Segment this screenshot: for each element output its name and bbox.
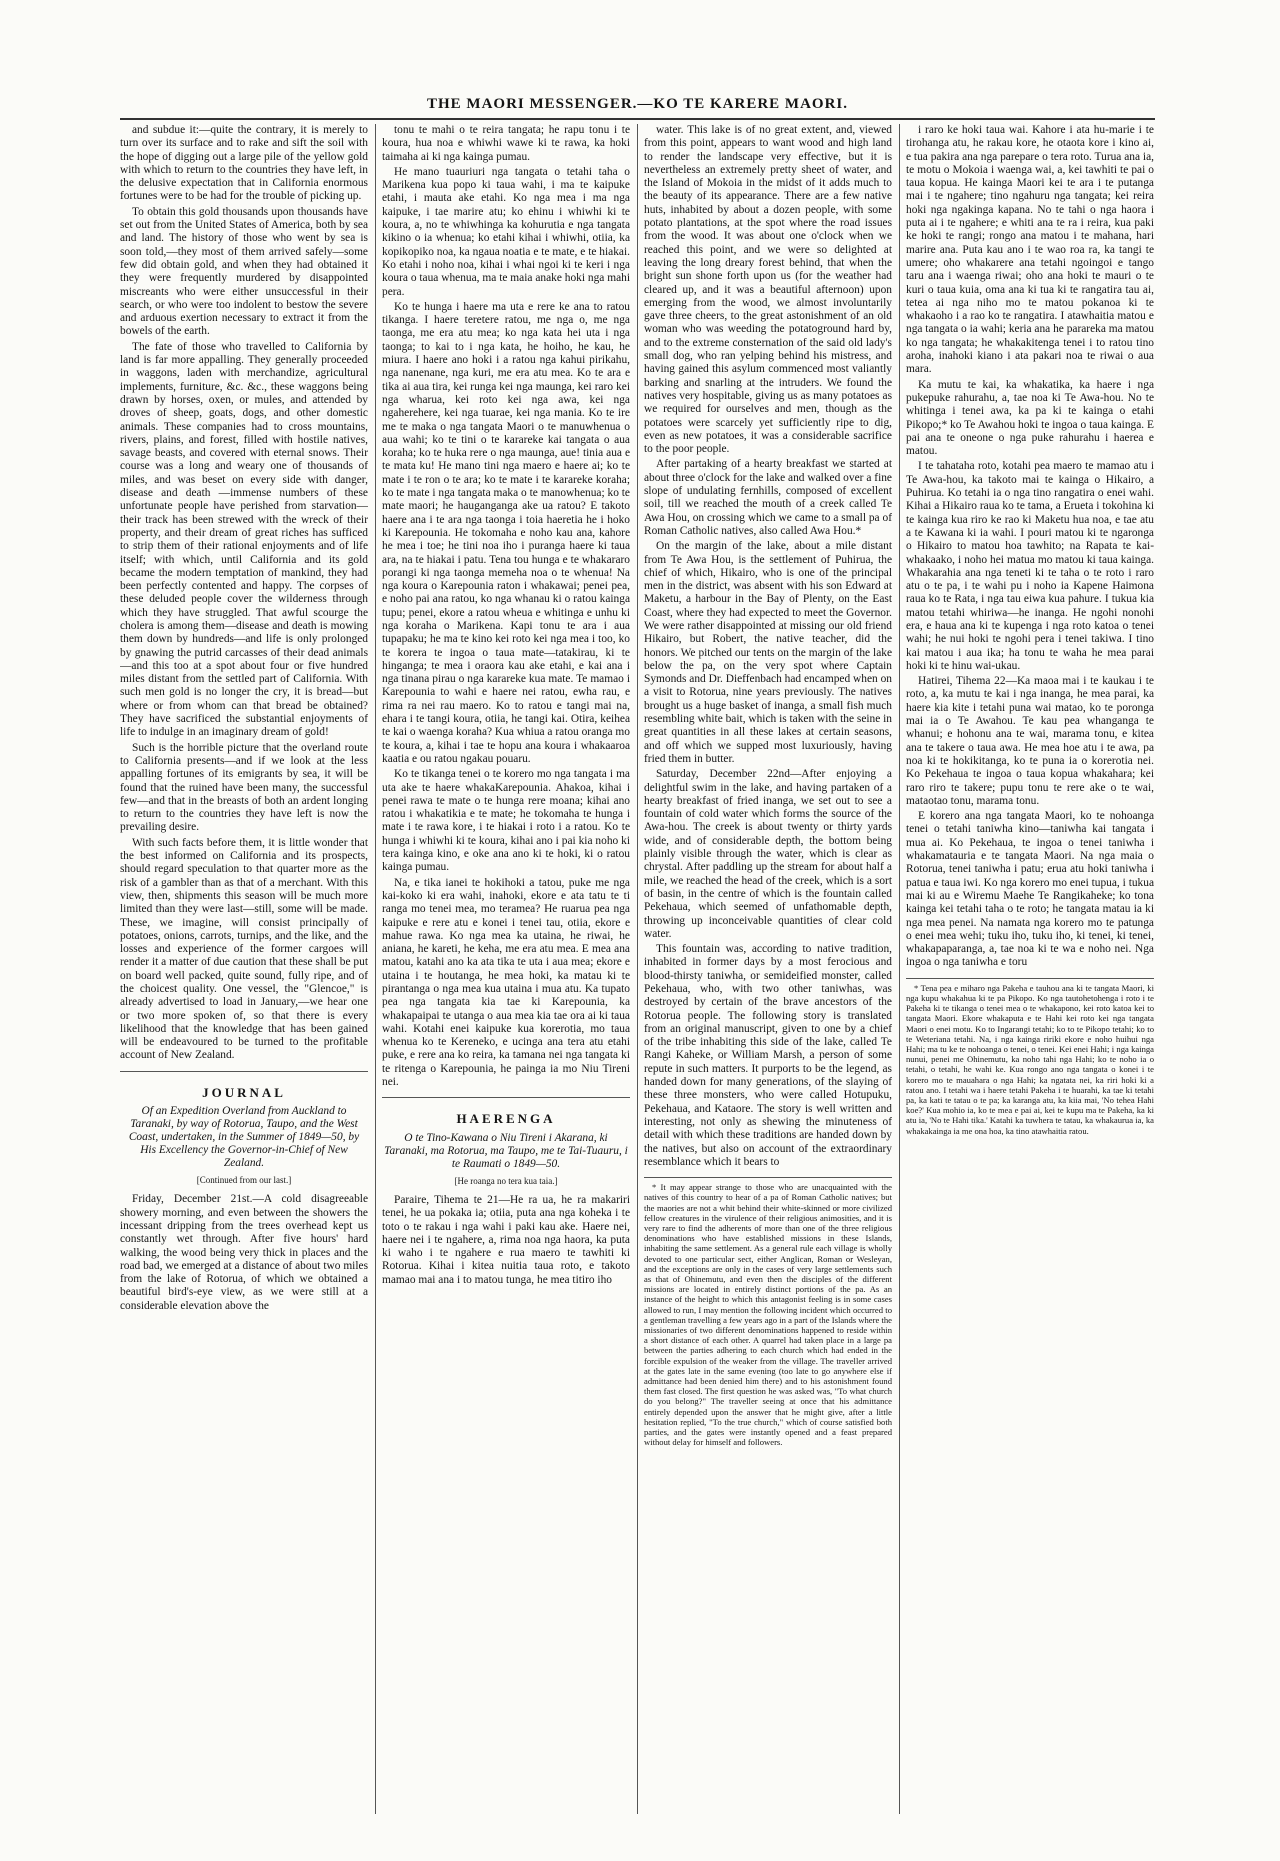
column-4: [906, 124, 1154, 1824]
paragraph: On the margin of the lake, about a mile distant from Te Awa Hou, is the settlement of Puhirua, the chief of which, Hikairo, who is one of the principal men in the district, was absent with his son Edward at Maketu, a harbour in the Bay of Plenty, on the East Coast, where they had expected to meet the Governor. We were rather disappointed at missing our old friend Hikairo, but Robert, the native teacher, did the honors. We pitched our tents on the margin of the lake below the pa, on the very spot where Captain Symonds and Dr. Dieffenbach had encamped when on a visit to Rotorua, nine years previously. The natives brought us a huge basket of inanga, a small fish much resembling white bait, which is taken with the seine in great quantities in all these lakes at certain seasons, and off which we supped most luxuriously, having fried them in butter.: [644, 540, 892, 765]
paragraph: To obtain this gold thousands upon thousands have set out from the United States of America, both by sea and land. The history of those who went by sea is soon told,—they most of them arrived safely—some few did obtain gold, and when they had obtained it they were frequently murdered by disappointed miscreants who were either unsuccessful in their search, or who were too indolent to bestow the severe and arduous exertion necessary to extract it from the bowels of the earth.: [120, 205, 368, 338]
masthead-rule: [120, 118, 1155, 120]
footnote-rule: [906, 978, 1154, 979]
column-rule: [899, 124, 900, 1814]
paragraph: Paraire, Tihema te 21—He ra ua, he ra makariri tenei, he ua pokaka ia; otiia, puta ana nga koheka i te toto o te rakau i nga wahi i paki kau ake. Haere nei, haere nei i te ngahere, a, rima noa nga haora, ka puta ki waho i te ngahere e rua maero te tawhiti ki Rotorua. Kihai i kitea nuitia taua roto, e takoto mamao mai ana i to matou tunga, he mea titiro iho: [382, 1193, 630, 1286]
paragraph: The fate of those who travelled to California by land is far more appalling. They generally proceeded in waggons, laden with merchandize, agricultural implements, furniture, &c. &c., these waggons being drawn by horses, oxen, or mules, and attended by droves of sheep, goats, dogs, and other domestic animals. These companies had to cross mountains, rivers, plains, and forest, filled with hostile natives, savage beasts, and covered with eternal snows. Their course was a long and weary one of thousands of miles, and was beset on every side with danger, disease and death —immense numbers of these unfortunate people have perished from starvation—their track has been strewed with the wreck of their property, and their dream of great riches has sufficed to strip them of their rational enjoyments and of life itself; with which, until California and its gold became the modern temptation of mankind, they had been perfectly contented and happy. The corpses of these deluded people cover the wilderness through which they have struggled. That awful scourge the cholera is among them—disease and death is mowing them down by hundreds—and life is only prolonged by gnawing the putrid carcasses of their dead animals—and this too at a spot about four or five hundred miles distant from the settled part of California. With such men gold is no longer the cry, it is bread—but where or from whom can that bread be obtained? They have sacrificed the substantial enjoyments of life to indulge in an imaginary dream of gold!: [120, 340, 368, 739]
column-rule: [375, 124, 376, 1814]
column-1: [120, 124, 368, 1824]
paragraph: tonu te mahi o te reira tangata; he rapu tonu i te koura, hua noa e whiwhi wawe ki te rawa, ka hoki taimaha ai ki nga kainga pumau.: [382, 124, 630, 163]
paragraph: Ko te tikanga tenei o te korero mo nga tangata i ma uta ake te haere whakaKarepounia. Ahakoa, kihai i penei rawa te mate o te hunga rere moana; kihai ano ratou i whakatikia e te mate; he tokomaha te hunga i mate i te rawa kore, i te hiakai i roto i a ratou. Ko te hunga i whiwhi ki te koura, kihai ano i pai kia noho ki tera kainga kino, e oke ana ano ki te hoki, ki o ratou kainga pumau.: [382, 768, 630, 874]
footnote: [644, 1182, 892, 1447]
paragraph: With such facts before them, it is little wonder that the best informed on California and its prospects, should regard speculation to that quarter more as the risk of a gambler than as that of a merchant. With this view, then, shipments this season will be much more limited than they were last—still, some will be made. These, we imagine, will consist principally of potatoes, onions, carrots, turnips, and the like, and the losses and experience of the former cargoes will render it a matter of due caution that these shall be put on board well packed, quite sound, fully ripe, and of the choicest quality. One vessel, the "Glencoe," is already advertised to load in January,—we hear one or two more spoken of, so that there is every likelihood that the knowledge that has been gained will be endeavoured to be turned to the profitable account of New Zealand.: [120, 836, 368, 1062]
paragraph: This fountain was, according to native tradition, inhabited in former days by a most ferocious and blood-thirsty taniwha, or semideified monster, called Pekehaua, who, with two other taniwhas, was destroyed by certain of the brave ancestors of the Rotorua people. The following story is translated from an original manuscript, given to one by a chief of the tribe inhabiting this side of the lake, called Te Rangi Kaheke, or William Marsh, a person of some repute in such matters. It purports to be the legend, as handed down for many generations, of the slaying of these three monsters, who were called Hotupuku, Pekehaua, and Kataore. The story is well written and interesting, not only as shewing the minuteness of detail with which these traditions are handed down by the natives, but also on account of the extraordinary resemblance which it bears to: [644, 943, 892, 1168]
paragraph: Ka mutu te kai, ka whakatika, ka haere i nga pukepuke rahurahu, a, tae noa ki Te Awa-hou. No te whitinga i tenei awa, ka pa ki te kainga o etahi Pikopo;* ko Te Awahou hoki te ingoa o taua kainga. E pai ana te oneone o nga puke rahurahu i haerea e matou.: [906, 378, 1154, 458]
paragraph: and subdue it:—quite the contrary, it is merely to turn over its surface and to rake and sift the soil with the hope of digging out a large pile of the yellow gold with which to return to the countries they have left, in the delusive expectation that in California enormous fortunes were to be had for the trouble of picking up.: [120, 124, 368, 203]
paragraph: Saturday, December 22nd—After enjoying a delightful swim in the lake, and having partaken of a hearty breakfast of fried inanga, we set out to see a fountain of cold water which forms the source of the Awa-hou. The creek is about twenty or thirty yards wide, and of considerable depth, the bottom being plainly visible through the water, which is clear as chrystal. After paddling up the stream for about half a mile, we reached the head of the creek, which is a sort of basin, in the centre of which is the fountain called Pekehaua, which seemed of unfathomable depth, throwing up inconceivable quantities of clear cold water.: [644, 768, 892, 940]
journal-title: JOURNAL: [202, 1084, 286, 1100]
footnote: [906, 983, 1154, 1136]
haerenga-subtitle: O te Tino-Kawana o Niu Tireni i Akarana, ki Taranaki, ma Rotorua, ma Taupo, me te Tai-Tuauru, i te Raumati o 1849—50.: [384, 1131, 628, 1170]
section-rule: [382, 1097, 630, 1098]
paragraph: Ko te hunga i haere ma uta e rere ke ana to ratou tikanga. I haere teretere ratou, me nga o, me nga taonga, me era atu mea; ko nga kata hei uta i nga taonga; to kai to i nga kata, he hoiho, he kau, he miura. I haere ano hoki i a ratou nga kahui pirikahu, nga nanenane, nga kuri, me era atu mea. Ko te ara e tika ai aua tira, kei runga kei nga maunga, kei raro kei nga wharua, kei roto kei nga awa, kei nga ngaherehere, kei nga tuarae, kei nga mania. Ko te ire me te maka o nga tangata Maori o te manuwhenua o aua wahi; ko te tini o te karareke kai tangata o aua koraha; ko te huka rere o nga maunga, aue! tinia aua e te mata ku! He mano tini nga maero e haere ai; ko te mate i te ron o te ara; ko te mate i te karareke koraha; ko te mate i nga tangata maka o te manowhenua; ko te mate maori; he hauganganga ake ua ratou? E takoto haere ana i te ara nga taonga i toia haeretia he i hoko ki Karepounia. He tokomaha e noho kau ana, kahore he mea i toe; he tini noa iho i puranga haere ki taua ara, na te hiakai i patu. Tena tou hunga e te whakararo porangi ki nga taonga memeha noa o te whenua! Na nga koura o Karepounia raton i whakawai; penei pea, e noho pai ana ratou, ko nga whanau ki o ratou kainga tupu; penei, ekore a ratou wheua e whitinga e unhu ki nga koraha o Marikena. Kapi tonu te ara i aua tupapaku; he ma te kino kei roto kei nga mea i too, ko te korera te ingoa o taua mate—tatakirau, ki te hinganga; te mea i oraora kau ake etahi, e kai ana i nga tinana pirau o nga karareke kua mate. Te mamao i Karepounia to wahi e haere nei ratou, ewha rau, e rima ra nei rau maero. Ko to ratou e tangi mai na, ehara i te tangi koura, otiia, he tangi kai. Otira, keihea te kai o waenga koraha? Kua whiua a ratou oranga mo te koura, a, kihai i tae te hopu ana koura i whakaaroa kaatia e ou ratou ngakau pouaru.: [382, 300, 630, 765]
footnote-text: * Tena pea e miharo nga Pakeha e tauhou ana ki te tangata Maori, ki nga kupu whakahua ki te pa Pikopo. Ko nga tautohetohenga i roto i te Pakeha ki te tikanga o tenei mea o te whakapono, kei roto katoa kei to tangata Maori. Ekore whakaputa e te Hahi kei roto kei nga tangata Maori o enei motu. Ko to Ingarangi tetahi; ko to te Pikopo tetahi; ko to te Weteriana tetahi. Na, i nga kainga ririki ekore e noho huihui nga Hahi; ma tu ke te nohoanga o tenei, o tenei. Kei enei Hahi; i nga kainga nunui, penei me Ohinemutu, ka noho tahi nga Hahi; ko te noho ia o tetahi, o tetahi, he wahi ke. Kua rongo ano nga tangata o konei i te korero mo te mauahara o nga Hahi; ka ngatata nei, ka riri hoki ki a ratou ano. I tetahi wa i haere tetahi Pakeha i te huarahi, ka tae ki tetahi pa, ka kati te tatau o te pa; ka karanga atu, ka kiia mai, 'No tehea Hahi koe?' Kua mohio ia, ko te mea e pai ai, kei te kupu ma te Pakeha, ka ki atu ia, 'No te Hahi tika.' Katahi ka tuwhera te tatau, ka whakaurua ia, ka whakakainga ia me ona hoa, ka tino atawhaitia ratou.: [906, 982, 1154, 1136]
column-rule: [637, 124, 638, 1814]
paragraph: Hatirei, Tihema 22—Ka maoa mai i te kaukau i te roto, a, ka mutu te kai i nga inanga, he mea parai, ka haere kia kite i tetahi puna wai matao, ko te poronga mai ia o Te Awahou. Te kau pea whanganga te whanui; e hohonu ana te wai, marama tonu, e kitea ana te takere o taua awa. He mea hoe atu i te awa, pa noa ki te hokikitanga, ko te puna ia o korerotia nei. Ko Pekehaua te ingoa o taua kopua whakahara; kei raro riro te takere; pupu tonu te rere ake o te wai, mataotao tonu, marama tonu.: [906, 675, 1154, 807]
section-rule: [120, 1071, 368, 1072]
paragraph: i raro ke hoki taua wai. Kahore i ata hu-marie i te tirohanga atu, he rakau kore, he otaota kore i kino ai, e tua pakira ana nga parepare o tera roto. Turua ana ia, te motu o Mokoia i waenga wai, a, kei tawhiti te pai o taua kopua. He kainga Maori kei te ara i te putanga mai i te ngahere; tino ngahuru nga tangata; kei reira hoki nga ngakinga kapana. No te tahi o nga haora i puta ai i te ngahere; e whiti ana te ra i reira, kua paki ke hoki te rangi; rongo ana matou i te mahana, hari marire ana. Puta kau ano i te wao roa ra, ka tangi te umere; oho whakarere ana tetahi ngoingoi e tango taru ana i waenga riwai; oho ana hoki te mauri o te kuri o taua kuia, oma ana ki tua ki te rangatira tau ai, tetea ai nga niho mo te matou pokanoa ki te whakaoho i a rao ko te rangatira. I atawhaitia matou e nga tangata o ia wahi; keria ana he parareka ma matou ko nga tangata; he whakakitenga tenei i to ratou tino aroha, inahoki kiano i ata pakari noa te riwai o aua mara.: [906, 124, 1154, 376]
column-2: [382, 124, 630, 1824]
journal-subtitle: Of an Expedition Overland from Auckland to Taranaki, by way of Rotorua, Taupo, and the West Coast, undertaken, in the Summer of 1849—50, by His Excellency the Governor-in-Chief of New Zealand.: [128, 1105, 360, 1170]
paragraph: Friday, December 21st.—A cold disagreeable showery morning, and even between the showers the incessant dripping from the trees overhead kept us constantly wet through. After five hours' hard walking, the wood being very thick in places and the road bad, we emerged at a distance of about two miles from the lake of Rotorua, of which we obtained a beautiful bird's-eye view, as we were still at a considerable elevation above the: [120, 1193, 368, 1312]
column-3: [644, 124, 892, 1824]
paragraph: water. This lake is of no great extent, and, viewed from this point, appears to want wood and high land to render the landscape very effective, but it is nevertheless an extremely pretty sheet of water, and the Island of Mokoia in the midst of it adds much to the beauty of its appearance. There are a few native huts, inhabited by about a dozen people, with some potato plantations, at the spot where the road issues from the wood. It was about one o'clock when we reached this point, and we were so delighted at leaving the long dreary forest behind, that when the bright sun shone forth upon us (for the weather had cleared up, and it was a beautiful afternoon) upon emerging from the wood, we almost involuntarily gave three cheers, to the great astonishment of an old woman who was weeding the potatoground hard by, and to the extreme consternation of the said old lady's small dog, who ran yelping behind his mistress, and having gained this asylum commenced most valiantly barking and snarling at the intruders. We found the natives very hospitable, giving us as many potatoes as we required for ourselves and men, though as the potatoes were scarcely yet sufficiently ripe to dig, even as new potatoes, it was a considerable sacrifice to the poor people.: [644, 124, 892, 456]
paragraph: I te tahataha roto, kotahi pea maero te mamao atu i Te Awa-hou, ka takoto mai te kainga o Hikairo, a Puhirua. Ko tetahi ia o nga tino rangatira o enei wahi. Kihai a Hikairo raua ko te tama, a Erueta i tokohina ki te kainga kua riro ke rao ki Maketu hua noa, e tae atu a te Kawana ki ia wahi. I pouri matou ki te ngaronga o Hikairo to matou hoa tawhito; na Rapata te kai-whakaako, i noho hei matua mo matou ki taua kainga. Whakarahia ana nga teneti ki te taha o te roto i raro atu o te pa, i te wahi pu i noho ia Kapene Haimona raua ko te Rata, i nga tau eiwa kua pahure. I tukua kia matou tetahi whiriwa—he inanga. He ngohi nonohi era, e haua ana ki te kupenga i nga roto katoa o tenei wahi; he nui hoki te ngohi pera i tenei takiwa. I tino kai matou i aua ika; ha tonu te waha he mea parai hoki ki te hinu wai-ukau.: [906, 460, 1154, 672]
masthead: THE MAORI MESSENGER.—KO TE KARERE MAORI.: [426, 96, 849, 112]
footnote-rule: [644, 1177, 892, 1178]
paragraph: After partaking of a hearty breakfast we started at about three o'clock for the lake and walked over a fine slope of undulating fernhills, composed of excellent soil, till we reached the mouth of a creek called Te Awa Hou, on crossing which we came to a small pa of Roman Catholic natives, also called Awa Hou.*: [644, 458, 892, 537]
footnote-text: * It may appear strange to those who are unacquainted with the natives of this country to hear of a pa of Roman Catholic natives; but the maories are not a whit behind their white-skinned or more civilized fellow creatures in the virulence of their religious animosities, and it is very rare to find the adherents of more than one of the three religious denominations who have established missions in these Islands, inhabiting the same settlement. As a general rule each village is wholly devoted to one particular sect, either Anglican, Roman or Wesleyan, and the exceptions are only in the cases of very large settlements such as that of Ohinemutu, and even then the disciples of the different missions are located in entirely distinct portions of the pa. As an instance of the height to which this antagonist feeling is in some cases allowed to run, I may mention the following incident which occurred to a gentleman travelling a few years ago in a part of the Islands where the missionaries of two different denominations happened to reside within a short distance of each other. A quarrel had taken place in a large pa between the parties adhering to each church which had ended in the forcible expulsion of the weaker from the village. The traveller arrived at the gates late in the same evening (too late to go anywhere else if admittance had been denied him there) and to his astonishment found them fast closed. The first question he was asked was, "To what church do you belong?" The traveller seeing at once that his admittance entirely depended upon the answer that he might give, after a little hesitation replied, "To the true church," which of course satisfied both parties, and the gates were instantly opened and a feast prepared without delay for himself and followers.: [644, 1182, 892, 1448]
paragraph: Na, e tika ianei te hokihoki a tatou, puke me nga kai-koko ki era wahi, inahoki, ekore e ata tatu te ti ranga mo tenei mea, mo teramea? He ruarua pea nga kaipuke e rere atu e konei i tenei tau, otiia, ekore e mahue rawa. Ko nga mea ka utaina, he riwai, he aniana, he kareti, he keha, me era atu mea. E mea ana matou, katahi ano ka ata tika te uta i aua mea; ekore e utaina i te houtanga, he mea hoki, ka matau ki te pirantanga o nga mea kua utaina i mua atu. Ka tupato pea nga tangata kia tae ki Karepounia, ka whakapaipai te utanga o aua mea kia tae ora ai ki taua wahi. Kotahi enei kaipuke kua korerotia, mo taua whenua ko te Kereneko, e ucinga ana tera atu etahi puke, e rere ana ko reira, ka tamana nei nga tangata ki te ritenga o Karepounia, he painga ia mo Niu Tireni nei.: [382, 876, 630, 1089]
paragraph: Such is the horrible picture that the overland route to California presents—and if we look at the less appalling fortunes of its emigrants by sea, it will be found that the ruined have been many, the successful few—and that in the breasts of both an ardent longing to return to the countries they have left is now the prevailing desire.: [120, 741, 368, 834]
haerenga-note: [He roanga no tera kua taia.]: [454, 1175, 558, 1186]
journal-note: [Continued from our last.]: [196, 1175, 292, 1186]
haerenga-title: HAERENGA: [456, 1111, 556, 1127]
paragraph: He mano tuauriuri nga tangata o tetahi taha o Marikena kua popo ki taua wahi, i ma te kaipuke etahi, i mauta ake etahi. Ko nga mea i ma nga kaipuke, i tae marire atu; ko ehinu i whiwhi ki te koura, a, no te whiwhinga ka kohurutia e nga tangata kikino o ia whenua; ko etahi kihai i whiwhi, otiia, ka kopikopiko noa, ka ngaua noatia e te mate, e te hiakai. Ko etahi i noho noa, kihai i whai ngoi ki te keri i nga koura o taua whenua, ma te maia anake hoki nga mahi pera.: [382, 165, 630, 298]
paragraph: E korero ana nga tangata Maori, ko te nohoanga tenei o tetahi taniwha kino—taniwha kai tangata i mua ai. Ko Pekehaua, te ingoa o tenei taniwha i whakamatauria e te tangata Maori. Na nga maia o Rotorua, tenei taniwha i patu; erua atu hoki taniwha i patua e taua iwi. Ko nga korero mo enei tupua, i tukua mai ki au e Wiremu Maehe Te Rangikaheke; ko tona kainga kei tetahi taha o te roto; he tangata matau ia ki nga mea penei. Na namata nga korero mo te patunga o enei mea wehi; tuku iho, tuku iho, ki tenei, ki tenei, whakapaparanga, a, tae noa ki te wa e noho nei. Nga ingoa o nga taniwha e toru: [906, 810, 1154, 969]
